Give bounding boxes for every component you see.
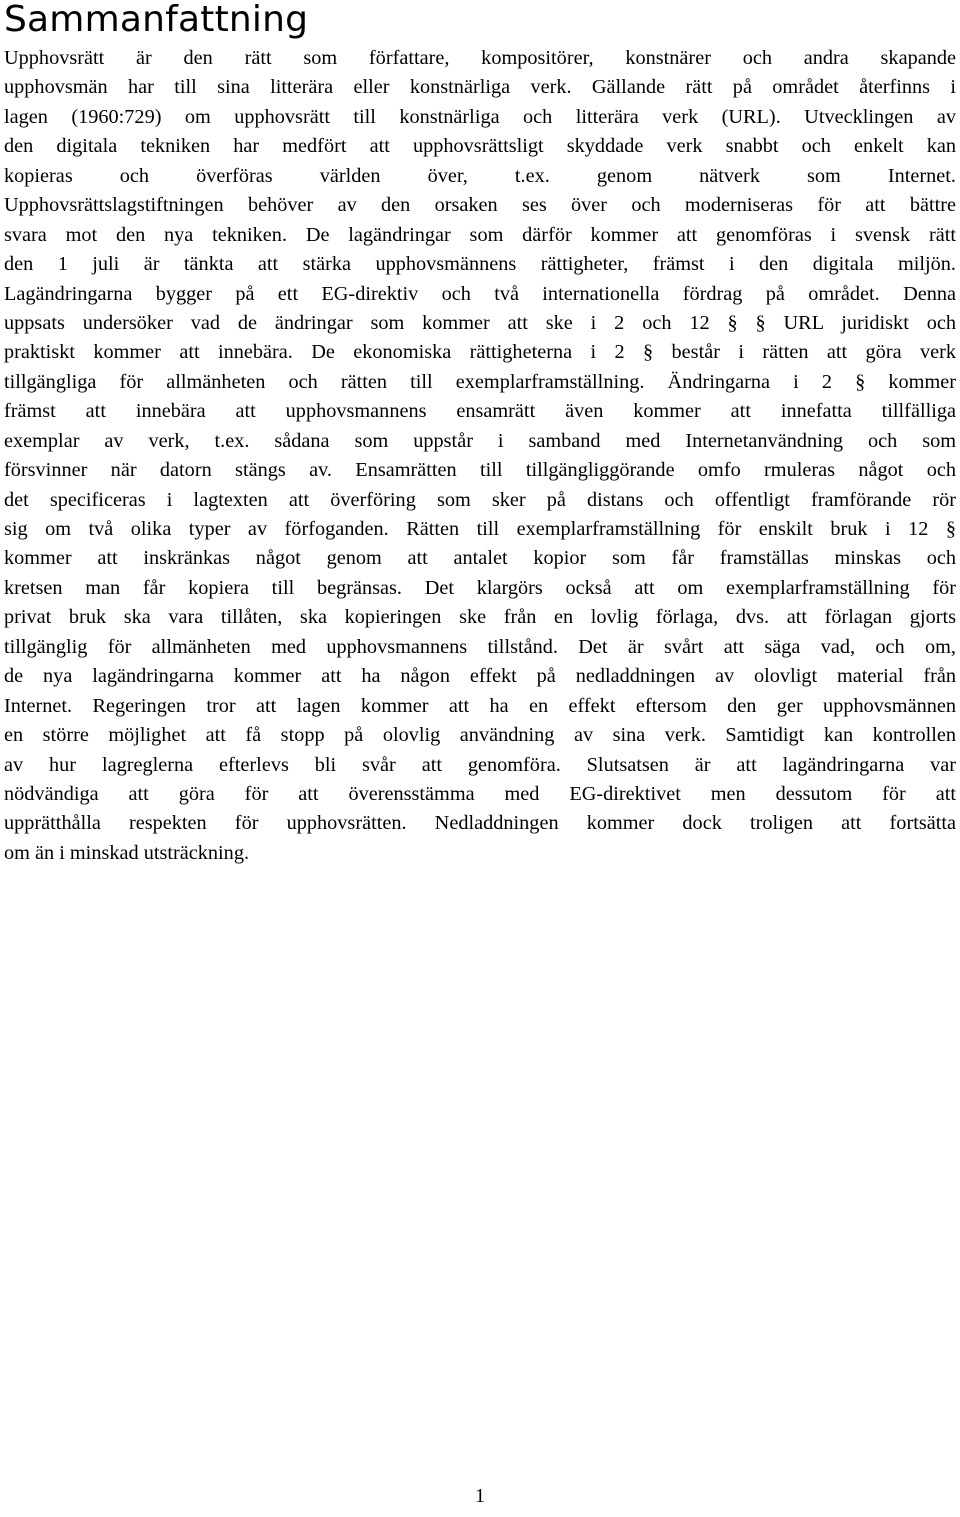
- body-line: kretsen man får kopiera till begränsas. Det klargörs också att om exemplarframställning för: [4, 576, 956, 599]
- page-number: 1: [475, 1485, 485, 1507]
- body-line: tillgängliga för allmänheten och rätten till exemplarframställning. Ändringarna i 2 § kommer: [4, 370, 956, 393]
- abstract-body: [4, 44, 956, 868]
- body-line: om än i minskad utsträckning.: [4, 841, 250, 864]
- body-line: det specificeras i lagtexten att överföring som sker på distans och offentligt framförande rör: [4, 488, 956, 511]
- body-line: kopieras och överföras världen över, t.ex. genom nätverk som Internet.: [4, 164, 956, 187]
- body-line: lagen (1960:729) om upphovsrätt till konstnärliga och litterära verk (URL). Utvecklingen av: [4, 105, 956, 128]
- body-line: privat bruk ska vara tillåten, ska kopieringen ske från en lovlig förlaga, dvs. att förlagan gjorts: [4, 606, 956, 629]
- body-line: nödvändiga att göra för att överensstämma med EG-direktivet men dessutom för att: [4, 782, 956, 805]
- body-line: svara mot den nya tekniken. De lagändringar som därför kommer att genomföras i svensk rätt: [4, 223, 956, 246]
- body-line: Upphovsrätt är den rätt som författare, kompositörer, konstnärer och andra skapande: [4, 47, 956, 69]
- body-line: kommer att inskränkas något genom att antalet kopior som får framställas minskas och: [4, 547, 956, 570]
- body-line: sig om två olika typer av förfoganden. Rätten till exemplarframställning för enskilt bruk i 12 §: [4, 518, 956, 540]
- body-line: uppsats undersöker vad de ändringar som kommer att ske i 2 och 12 § § URL juridiskt och: [4, 311, 956, 334]
- body-line: praktiskt kommer att innebära. De ekonomiska rättigheterna i 2 § består i rätten att göra verk: [4, 341, 956, 364]
- body-line: upprätthålla respekten för upphovsrätten. Nedladdningen kommer dock troligen att fortsätta: [4, 812, 956, 835]
- body-line: Internet. Regeringen tror att lagen kommer att ha en effekt eftersom den ger upphovsmännen: [4, 694, 956, 717]
- body-line: upphovsmän har till sina litterära eller konstnärliga verk. Gällande rätt på området återfinns i: [4, 76, 956, 99]
- body-line: exemplar av verk, t.ex. sådana som uppstår i samband med Internetanvändning och som: [4, 429, 956, 452]
- body-line: den digitala tekniken har medfört att upphovsrättsligt skyddade verk snabbt och enkelt kan: [4, 135, 956, 158]
- body-line: Upphovsrättslagstiftningen behöver av den orsaken ses över och moderniseras för att bättre: [4, 194, 956, 217]
- page-title: Sammanfattning: [4, 0, 309, 40]
- body-line: av hur lagreglerna efterlevs bli svår att genomföra. Slutsatsen är att lagändringarna var: [4, 753, 956, 776]
- body-line: en större möjlighet att få stopp på olovlig användning av sina verk. Samtidigt kan kontrollen: [4, 724, 956, 747]
- body-line: den 1 juli är tänkta att stärka upphovsmännens rättigheter, främst i den digitala miljön.: [4, 253, 956, 276]
- body-line: Lagändringarna bygger på ett EG-direktiv och två internationella fördrag på området. Denna: [4, 282, 956, 305]
- body-line: försvinner när datorn stängs av. Ensamrätten till tillgängliggörande omfo rmuleras något och: [4, 459, 956, 482]
- body-line: tillgänglig för allmänheten med upphovsmannens tillstånd. Det är svårt att säga vad, och om,: [4, 635, 956, 658]
- body-line: främst att innebära att upphovsmannens ensamrätt även kommer att innefatta tillfälliga: [4, 400, 956, 423]
- body-line: de nya lagändringarna kommer att ha någon effekt på nedladdningen av olovligt material från: [4, 665, 956, 688]
